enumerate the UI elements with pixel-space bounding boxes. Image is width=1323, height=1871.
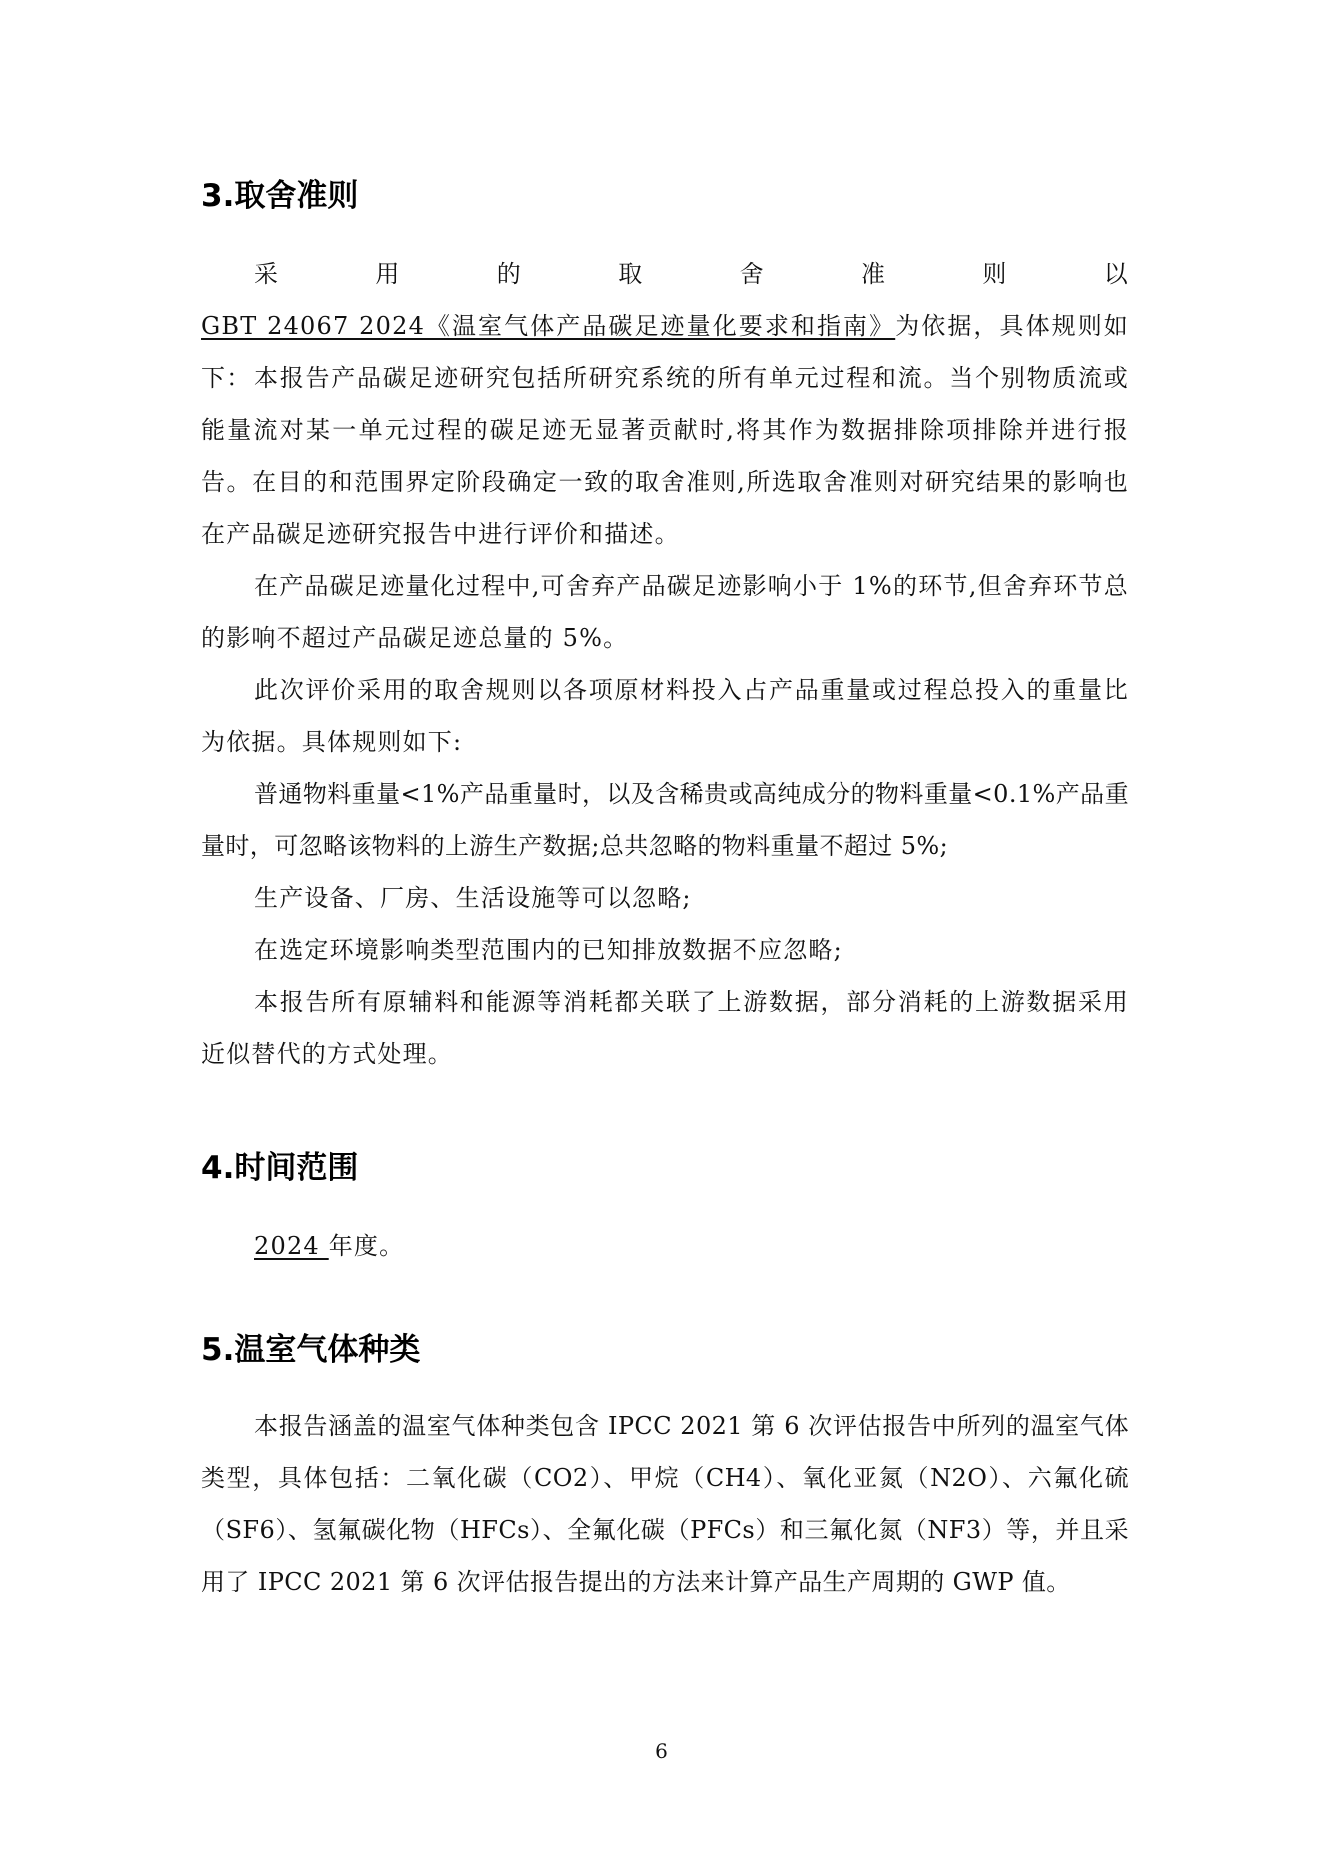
- section-3-paragraph-5: 普通物料重量<1%产品重量时，以及含稀贵或高纯成分的物料重量<0.1%产品重量时，可忽略该物料的上游生产数据;总共忽略的物料重量不超过 5%;: [201, 780, 1129, 860]
- section-3-paragraph-6: 生产设备、厂房、生活设施等可以忽略;: [254, 884, 692, 912]
- section-5-heading: 5.温室气体种类: [201, 1332, 421, 1368]
- section-3-paragraph-7: 在选定环境影响类型范围内的已知排放数据不应忽略;: [254, 936, 843, 964]
- section-3-paragraph-4: 此次评价采用的取舍规则以各项原材料投入占产品重量或过程总投入的重量比为依据。具体规则如下:: [201, 676, 1129, 756]
- reporting-year: 2024: [254, 1232, 329, 1260]
- section-4-paragraph: [201, 1220, 1129, 1272]
- section-3-heading: 3.取舍准则: [201, 178, 359, 214]
- paragraph-1-suffix: 为依据，具体规则如下：: [201, 312, 1129, 392]
- paragraph-1-prefix: 采用的取舍准则以: [254, 260, 1129, 288]
- section-4-heading: 4.时间范围: [201, 1150, 359, 1186]
- page-number: 6: [655, 1739, 668, 1763]
- section-3-paragraph-3: 在产品碳足迹量化过程中,可舍弃产品碳足迹影响小于 1%的环节,但舍弃环节总的影响不超过产品碳足迹总量的 5%。: [201, 572, 1129, 652]
- section-3-paragraph-2: 本报告产品碳足迹研究包括所研究系统的所有单元过程和流。当个别物质流或能量流对某一单元过程的碳足迹无显著贡献时,将其作为数据排除项排除并进行报告。在目的和范围界定阶段确定一致的取舍准则,所选取舍准则对研究结果的影响也在产品碳足迹研究报告中进行评价和描述。: [201, 364, 1129, 548]
- standard-reference: GBT 24067 2024《温室气体产品碳足迹量化要求和指南》: [201, 312, 896, 340]
- reporting-year-suffix: 年度。: [328, 1232, 405, 1260]
- section-3-paragraph-8: 本报告所有原辅料和能源等消耗都关联了上游数据，部分消耗的上游数据采用近似替代的方式处理。: [201, 988, 1129, 1068]
- section-5-paragraph-1: 本报告涵盖的温室气体种类包含 IPCC 2021 第 6 次评估报告中所列的温室气体类型，具体包括：二氧化碳（CO2）、甲烷（CH4）、氧化亚氮（N2O）、六氟化硫（SF6）、氢氟碳化物（HFCs）、全氟化碳（PFCs）和三氟化氮（NF3）等，并且采用了 IPCC 2021 第 6 次评估报告提出的方法来计算产品生产周期的 GWP 值。: [201, 1412, 1129, 1596]
